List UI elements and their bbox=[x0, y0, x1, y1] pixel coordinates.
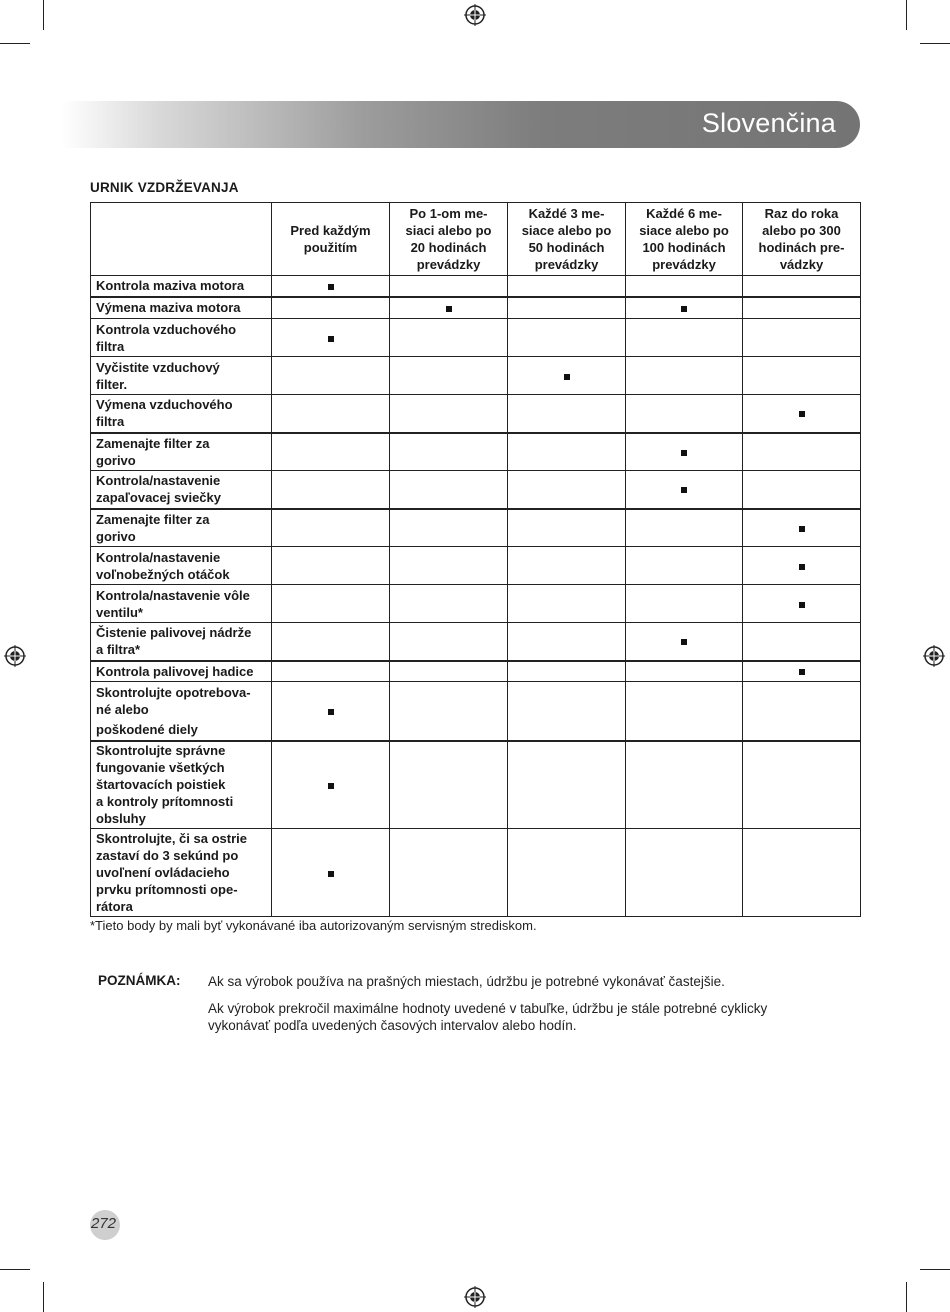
column-header-line: prevádzky bbox=[652, 257, 716, 272]
interval-cell bbox=[626, 547, 743, 585]
task-line: filtra bbox=[96, 414, 125, 430]
column-header-line: siace alebo po bbox=[639, 223, 729, 238]
column-header-line: vádzky bbox=[779, 257, 824, 272]
task-line: zastaví do 3 sekúnd po bbox=[96, 848, 239, 863]
language-banner bbox=[62, 101, 860, 148]
checkmark-square-icon bbox=[681, 487, 687, 493]
interval-cell bbox=[272, 585, 390, 623]
interval-cell bbox=[272, 471, 390, 509]
task-cell bbox=[91, 547, 272, 585]
interval-cell bbox=[272, 623, 390, 661]
column-header-line: Po 1-om me- bbox=[409, 206, 488, 221]
task-line: obsluhy bbox=[96, 811, 146, 827]
column-header bbox=[626, 203, 743, 276]
column-header-line: Každé 6 me- bbox=[646, 206, 722, 221]
column-header-line: Každé 3 me- bbox=[528, 206, 605, 221]
task-line: voľnobežných otáčok bbox=[96, 566, 230, 582]
interval-cell bbox=[743, 357, 861, 395]
task-cell bbox=[91, 433, 272, 471]
interval-cell bbox=[508, 509, 626, 547]
interval-cell bbox=[390, 547, 508, 585]
interval-cell bbox=[508, 547, 626, 585]
interval-cell bbox=[272, 741, 390, 829]
interval-cell bbox=[390, 433, 508, 471]
interval-cell bbox=[626, 585, 743, 623]
interval-cell bbox=[508, 357, 626, 395]
section-title: URNIK VZDRŽEVANJA bbox=[90, 180, 239, 195]
task-line: Skontrolujte opotrebova- bbox=[96, 684, 251, 700]
column-header bbox=[508, 203, 626, 276]
page-number: 272 bbox=[91, 1215, 117, 1232]
interval-cell bbox=[508, 741, 626, 829]
task-cell bbox=[91, 623, 272, 661]
interval-cell bbox=[743, 661, 861, 682]
task-cell bbox=[91, 471, 272, 509]
interval-cell bbox=[743, 623, 861, 661]
interval-cell bbox=[272, 682, 390, 741]
task-line: Skontrolujte, či sa ostrie bbox=[96, 831, 247, 846]
table-row bbox=[91, 319, 861, 357]
task-line: a kontroly prítomnosti bbox=[96, 794, 234, 810]
note-label: POZNÁMKA: bbox=[98, 973, 181, 988]
interval-cell bbox=[626, 741, 743, 829]
checkmark-square-icon bbox=[799, 669, 805, 675]
table-row bbox=[91, 297, 861, 319]
interval-cell bbox=[272, 547, 390, 585]
checkmark-square-icon bbox=[799, 564, 805, 570]
task-line: Čistenie palivovej nádrže bbox=[96, 625, 252, 641]
table-row bbox=[91, 682, 861, 741]
task-cell bbox=[91, 395, 272, 433]
checkmark-square-icon bbox=[799, 411, 805, 417]
interval-cell bbox=[743, 319, 861, 357]
interval-cell bbox=[743, 682, 861, 741]
interval-cell bbox=[508, 395, 626, 433]
interval-cell bbox=[743, 829, 861, 917]
interval-cell bbox=[508, 585, 626, 623]
task-cell bbox=[91, 297, 272, 319]
interval-cell bbox=[743, 585, 861, 623]
interval-cell bbox=[508, 433, 626, 471]
task-line: štartovacích poistiek bbox=[96, 777, 226, 793]
interval-cell bbox=[272, 297, 390, 319]
interval-cell bbox=[626, 623, 743, 661]
interval-cell bbox=[390, 682, 508, 741]
banner-title: Slovenčina bbox=[701, 108, 836, 138]
note-text-1: Ak sa výrobok používa na prašných miestach, údržbu je potrebné vykonávať častejšie. bbox=[208, 974, 725, 989]
table-row bbox=[91, 547, 861, 585]
task-line: Výmena vzduchového bbox=[96, 397, 233, 413]
column-header bbox=[390, 203, 508, 276]
interval-cell bbox=[272, 357, 390, 395]
task-line: Kontrola vzduchového bbox=[96, 321, 237, 337]
crop-mark bbox=[43, 0, 44, 30]
footnote: *Tieto body by mali byť vykonávané iba autorizovaným servisným strediskom. bbox=[90, 918, 537, 933]
task-line: poškodené diely bbox=[96, 721, 198, 737]
task-cell bbox=[91, 357, 272, 395]
interval-cell bbox=[390, 509, 508, 547]
interval-cell bbox=[272, 433, 390, 471]
interval-cell bbox=[743, 276, 861, 297]
crop-mark bbox=[906, 1282, 907, 1312]
table-row bbox=[91, 471, 861, 509]
interval-cell bbox=[390, 471, 508, 509]
checkmark-square-icon bbox=[799, 602, 805, 608]
column-header-line: 100 hodinách bbox=[642, 240, 726, 255]
registration-mark-icon bbox=[464, 1286, 486, 1308]
column-header-line: 20 hodinách bbox=[410, 240, 487, 255]
task-line: uvoľnení ovládacieho bbox=[96, 865, 230, 880]
header-row bbox=[91, 203, 861, 276]
interval-cell bbox=[743, 741, 861, 829]
checkmark-square-icon bbox=[681, 639, 687, 645]
checkmark-square-icon bbox=[799, 526, 805, 532]
table-row bbox=[91, 741, 861, 829]
task-line: Skontrolujte správne bbox=[96, 743, 226, 759]
table-row bbox=[91, 509, 861, 547]
column-header-line: hodinách pre- bbox=[758, 240, 845, 255]
task-cell bbox=[91, 682, 272, 741]
note-text-2-line: vykonávať podľa uvedených časových intervalov alebo hodín. bbox=[208, 1018, 577, 1033]
interval-cell bbox=[508, 297, 626, 319]
table-row bbox=[91, 395, 861, 433]
task-line: filtra bbox=[96, 338, 125, 354]
interval-cell bbox=[626, 509, 743, 547]
task-line: Výmena maziva motora bbox=[96, 300, 241, 316]
crop-mark bbox=[906, 0, 907, 30]
interval-cell bbox=[626, 829, 743, 917]
interval-cell bbox=[390, 276, 508, 297]
column-header-line: siace alebo po bbox=[521, 223, 612, 238]
checkmark-square-icon bbox=[446, 306, 452, 312]
interval-cell bbox=[390, 395, 508, 433]
task-line: Vyčistite vzduchový bbox=[96, 359, 220, 375]
note-text-2-line: Ak výrobok prekročil maximálne hodnoty uvedené v tabuľke, údržbu je stále potrebné cyklicky bbox=[208, 1001, 768, 1016]
checkmark-square-icon bbox=[681, 306, 687, 312]
checkmark-square-icon bbox=[328, 336, 334, 342]
interval-cell bbox=[508, 661, 626, 682]
task-cell bbox=[91, 509, 272, 547]
checkmark-square-icon bbox=[328, 709, 334, 715]
interval-cell bbox=[272, 276, 390, 297]
crop-mark bbox=[43, 1282, 44, 1312]
interval-cell bbox=[626, 433, 743, 471]
interval-cell bbox=[626, 276, 743, 297]
interval-cell bbox=[508, 682, 626, 741]
interval-cell bbox=[272, 829, 390, 917]
task-line: fungovanie všetkých bbox=[96, 760, 225, 776]
interval-cell bbox=[626, 297, 743, 319]
note-text-2 bbox=[208, 1000, 808, 1034]
interval-cell bbox=[390, 585, 508, 623]
table-row bbox=[91, 661, 861, 682]
task-line: a filtra* bbox=[96, 642, 141, 658]
task-line: Kontrola/nastavenie bbox=[96, 473, 221, 489]
column-header-line: prevádzky bbox=[416, 257, 481, 272]
header-cell-empty bbox=[91, 203, 272, 276]
interval-cell bbox=[626, 357, 743, 395]
task-cell bbox=[91, 585, 272, 623]
interval-cell bbox=[508, 471, 626, 509]
task-cell bbox=[91, 829, 272, 917]
task-line: zapaľovacej sviečky bbox=[96, 490, 221, 506]
interval-cell bbox=[272, 319, 390, 357]
column-header-line: alebo po 300 bbox=[762, 223, 841, 238]
table-row bbox=[91, 829, 861, 917]
task-line: Kontrola maziva motora bbox=[96, 278, 245, 294]
task-cell bbox=[91, 319, 272, 357]
task-line: ventilu* bbox=[96, 604, 143, 620]
checkmark-square-icon bbox=[328, 783, 334, 789]
interval-cell bbox=[390, 741, 508, 829]
interval-cell bbox=[626, 471, 743, 509]
table-row bbox=[91, 276, 861, 297]
interval-cell bbox=[390, 829, 508, 917]
task-line: gorivo bbox=[96, 528, 136, 544]
registration-mark-icon bbox=[4, 645, 26, 667]
interval-cell bbox=[626, 319, 743, 357]
task-cell bbox=[91, 661, 272, 682]
interval-cell bbox=[743, 395, 861, 433]
table-row bbox=[91, 433, 861, 471]
interval-cell bbox=[272, 661, 390, 682]
interval-cell bbox=[508, 829, 626, 917]
checkmark-square-icon bbox=[564, 374, 570, 380]
task-line: Zamenajte filter za bbox=[96, 511, 210, 527]
column-header-line: 50 hodinách bbox=[528, 240, 605, 255]
interval-cell bbox=[743, 547, 861, 585]
column-header-line: Pred každým bbox=[290, 223, 371, 238]
task-line: filter. bbox=[96, 376, 128, 392]
column-header bbox=[743, 203, 861, 276]
crop-mark bbox=[0, 43, 30, 44]
table-row bbox=[91, 623, 861, 661]
task-line: prvku prítomnosti ope- bbox=[96, 882, 238, 897]
interval-cell bbox=[508, 276, 626, 297]
task-line: né alebo bbox=[96, 701, 149, 717]
interval-cell bbox=[508, 623, 626, 661]
column-header-line bbox=[276, 205, 385, 222]
interval-cell bbox=[390, 319, 508, 357]
interval-cell bbox=[390, 357, 508, 395]
task-line: Kontrola/nastavenie bbox=[96, 549, 221, 565]
interval-cell bbox=[743, 297, 861, 319]
interval-cell bbox=[626, 682, 743, 741]
task-line: gorivo bbox=[96, 452, 136, 468]
checkmark-square-icon bbox=[328, 284, 334, 290]
interval-cell bbox=[743, 509, 861, 547]
table-row bbox=[91, 357, 861, 395]
interval-cell bbox=[390, 623, 508, 661]
column-header-line: Raz do roka bbox=[764, 206, 839, 221]
task-line: rátora bbox=[96, 899, 133, 914]
column-header bbox=[272, 203, 390, 276]
column-header-line bbox=[276, 256, 385, 273]
interval-cell bbox=[626, 661, 743, 682]
interval-cell bbox=[272, 395, 390, 433]
interval-cell bbox=[390, 661, 508, 682]
crop-mark bbox=[920, 43, 950, 44]
task-cell bbox=[91, 741, 272, 829]
crop-mark bbox=[0, 1269, 30, 1270]
task-cell bbox=[91, 276, 272, 297]
registration-mark-icon bbox=[923, 645, 945, 667]
table-row bbox=[91, 585, 861, 623]
task-line: Zamenajte filter za bbox=[96, 435, 210, 451]
task-line: Kontrola palivovej hadice bbox=[96, 663, 254, 679]
interval-cell bbox=[626, 395, 743, 433]
interval-cell bbox=[743, 471, 861, 509]
maintenance-schedule-table bbox=[90, 202, 861, 917]
checkmark-square-icon bbox=[681, 450, 687, 456]
column-header-line: použitím bbox=[303, 240, 358, 255]
column-header-line: siaci alebo po bbox=[405, 223, 492, 238]
checkmark-square-icon bbox=[328, 871, 334, 877]
column-header-line: prevádzky bbox=[534, 257, 599, 272]
interval-cell bbox=[508, 319, 626, 357]
registration-mark-icon bbox=[464, 4, 486, 26]
interval-cell bbox=[743, 433, 861, 471]
crop-mark bbox=[920, 1269, 950, 1270]
interval-cell bbox=[390, 297, 508, 319]
interval-cell bbox=[272, 509, 390, 547]
task-line: Kontrola/nastavenie vôle bbox=[96, 587, 250, 603]
